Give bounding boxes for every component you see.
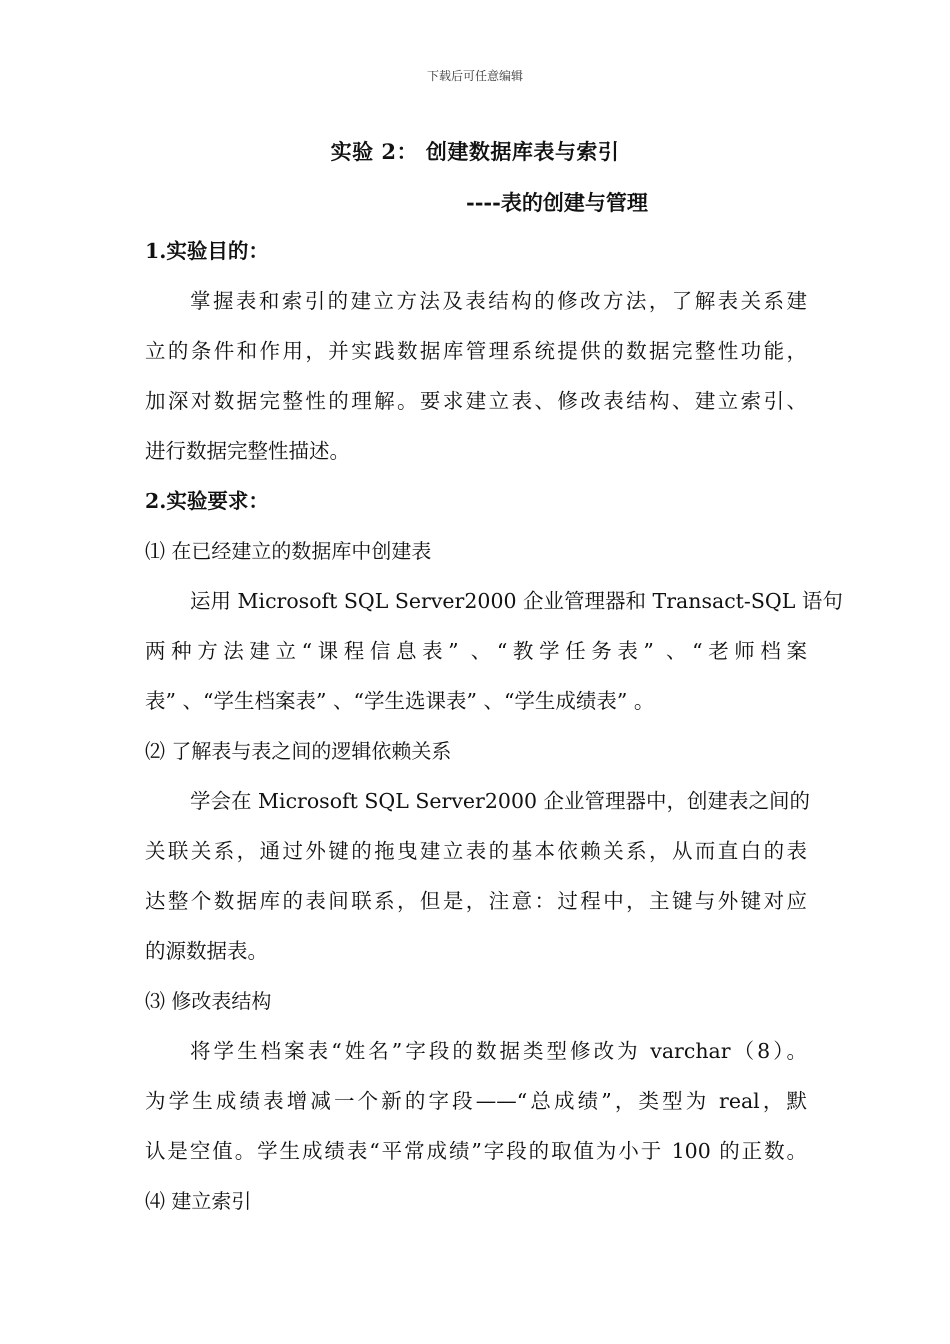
- paragraph-line: 的源数据表。: [145, 939, 268, 963]
- paragraph-line: 学会在 Microsoft SQL Server2000 企业管理器中，创建表之间的: [190, 789, 811, 813]
- list-item-table-relations: ⑵ 了解表与表之间的逻辑依赖关系: [145, 739, 452, 763]
- paragraph-line: 两种方法建立“课程信息表” 、“教学任务表” 、“老师档案: [145, 639, 807, 663]
- paragraph-line: 表” 、“学生档案表” 、“学生选课表” 、“学生成绩表” 。: [145, 689, 655, 713]
- paragraph-line: 达整个数据库的表间联系，但是，注意：过程中，主键与外键对应: [145, 889, 807, 913]
- section-heading-purpose: 1.实验目的：: [145, 239, 269, 263]
- paragraph-line: 将学生档案表“姓名”字段的数据类型修改为 varchar（8）。: [190, 1039, 807, 1063]
- section-heading-requirements: 2.实验要求：: [145, 489, 269, 513]
- paragraph-line: 进行数据完整性描述。: [145, 439, 350, 463]
- paragraph-line: 关联关系，通过外键的拖曳建立表的基本依赖关系，从而直白的表: [145, 839, 807, 863]
- header-note: 下载后可任意编辑: [426, 69, 523, 83]
- list-item-modify-structure: ⑶ 修改表结构: [145, 989, 272, 1013]
- paragraph-line: 运用 Microsoft SQL Server2000 企业管理器和 Transact-SQL 语句: [190, 589, 843, 613]
- paragraph-line: 认是空值。学生成绩表“平常成绩”字段的取值为小于 100 的正数。: [145, 1139, 807, 1163]
- paragraph-line: 掌握表和索引的建立方法及表结构的修改方法，了解表关系建: [190, 289, 807, 313]
- list-item-create-tables: ⑴ 在已经建立的数据库中创建表: [145, 539, 432, 563]
- list-item-create-index: ⑷ 建立索引: [145, 1189, 252, 1213]
- document-subtitle: ----表的创建与管理: [466, 190, 648, 215]
- paragraph-line: 加深对数据完整性的理解。要求建立表、修改表结构、建立索引、: [145, 389, 807, 413]
- paragraph-line: 为学生成绩表增减一个新的字段——“总成绩”，类型为 real，默: [145, 1089, 807, 1113]
- paragraph-line: 立的条件和作用，并实践数据库管理系统提供的数据完整性功能，: [145, 339, 807, 363]
- document-title: 实验 2： 创建数据库表与索引: [330, 139, 620, 164]
- document-body: [145, 226, 843, 1226]
